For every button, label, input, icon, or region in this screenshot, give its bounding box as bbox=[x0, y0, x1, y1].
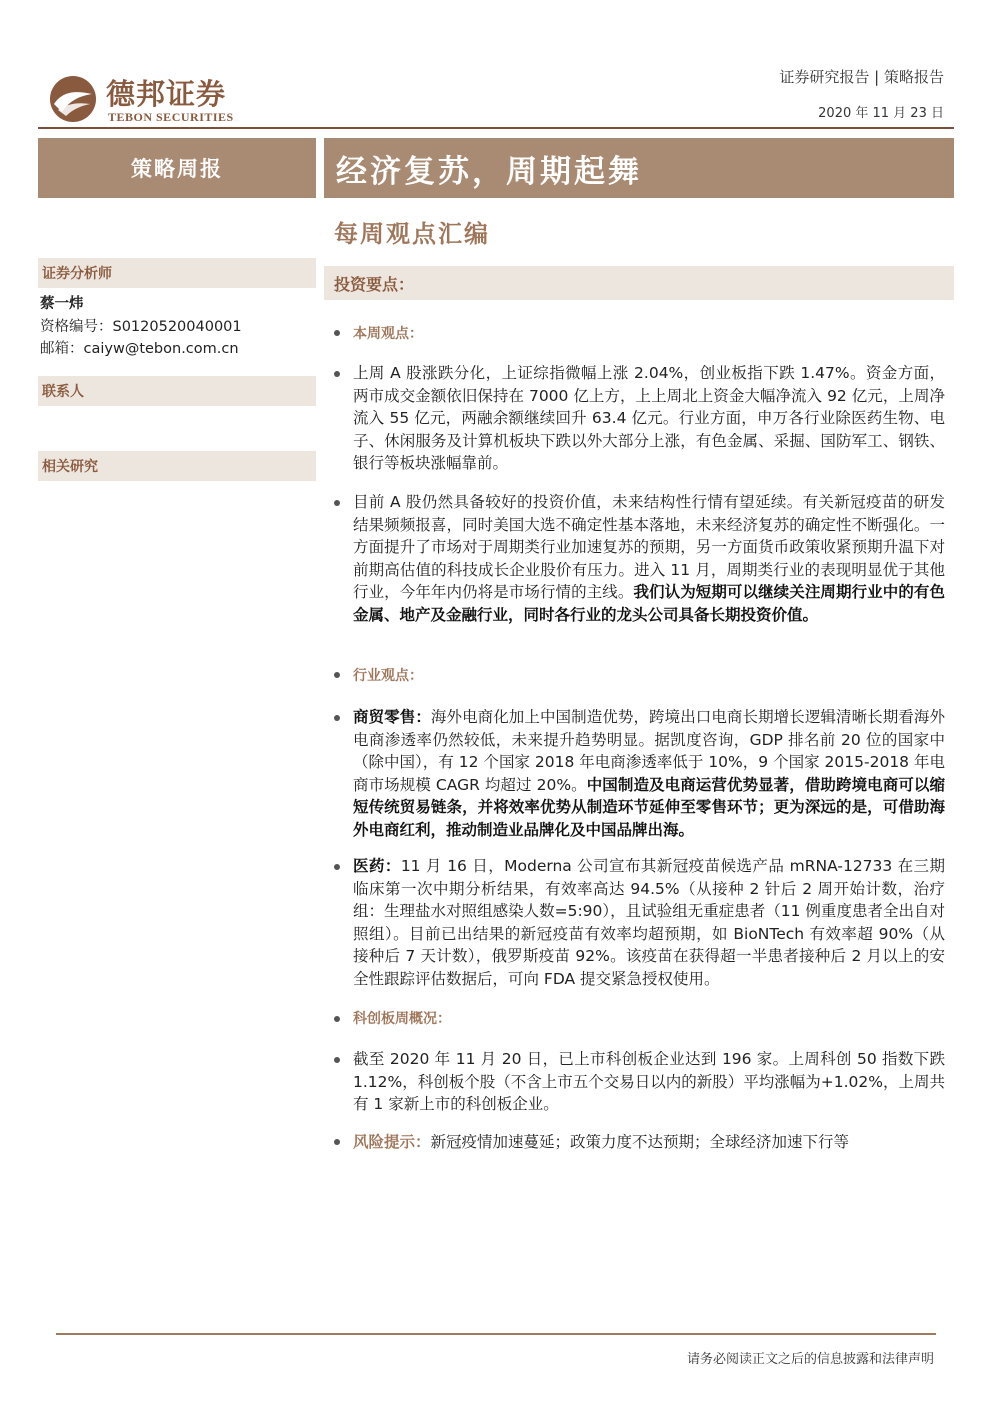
paragraph-retail bbox=[353, 706, 945, 842]
risk-warning bbox=[353, 1130, 849, 1152]
bullet-icon bbox=[334, 1016, 340, 1022]
paragraph-pharma bbox=[353, 855, 945, 991]
related-research-heading: 相关研究 bbox=[38, 451, 316, 481]
footer-divider bbox=[56, 1333, 936, 1335]
analyst-email: 邮箱：caiyw@tebon.com.cn bbox=[40, 341, 239, 357]
retail-conclusion: 中国制造及电商运营优势显著，借助跨境电商可以缩短传统贸易链条，并将效率优势从制造环节延伸至零售环节；更为深远的是，可借助海外电商红利，推动制造业品牌化及中国品牌出海。 bbox=[353, 775, 945, 839]
report-subtitle: 每周观点汇编 bbox=[334, 220, 490, 248]
bullet-icon bbox=[334, 672, 340, 678]
risk-text: 新冠疫情加速蔓延；政策力度不达预期；全球经济加速下行等 bbox=[430, 1133, 850, 1151]
footer-disclaimer: 请务必阅读正文之后的信息披露和法律声明 bbox=[686, 1352, 934, 1367]
paragraph-market-review: 上周 A 股涨跌分化，上证综指微幅上涨 2.04%，创业板指下跌 1.47%。资金方面，两市成交金额依旧保持在 7000 亿上方，上上周北上资金大幅净流入 92 亿元，上周净流入 55 亿元，两融余额继续回升 63.4 亿元。行业方面，申万各行业除医药生物、电子、休闲服务及计算机板块下跌以外大部分上涨，有色金属、采掘、国防军工、钢铁、银行等板块涨幅靠前。 bbox=[353, 364, 945, 473]
key-points-heading: 投资要点： bbox=[324, 266, 954, 300]
pharma-label: 医药： bbox=[353, 857, 401, 875]
bullet-icon bbox=[334, 500, 340, 506]
analyst-heading: 证券分析师 bbox=[38, 258, 316, 288]
report-date: 2020 年 11 月 23 日 bbox=[818, 106, 944, 121]
bullet-icon bbox=[334, 1139, 340, 1145]
bullet-icon bbox=[334, 864, 340, 870]
bullet-icon bbox=[334, 715, 340, 721]
report-type-banner: 策略周报 bbox=[38, 138, 316, 198]
header-divider bbox=[38, 127, 954, 129]
contact-heading: 联系人 bbox=[38, 376, 316, 406]
bullet-icon bbox=[334, 330, 340, 336]
outlook-text: 目前 A 股仍然具备较好的投资价值，未来结构性行情有望延续。有关新冠疫苗的研发结果频频报喜，同时美国大选不确定性基本落地，未来经济复苏的确定性不断强化。一方面提升了市场对于周期类行业加速复苏的预期，另一方面货币政策收紧预期升温下对前期高估值的科技成长企业股价有压力。进入 11 月，周期类行业的表现明显优于其他行业，今年年内仍将是市场行情的主线。 bbox=[353, 493, 945, 602]
logo-english-name: TEBON SECURITIES bbox=[108, 110, 234, 124]
analyst-name: 蔡一炜 bbox=[40, 296, 84, 312]
bullet-icon bbox=[334, 371, 340, 377]
logo-emblem-icon bbox=[48, 74, 98, 124]
pharma-text: 11 月 16 日，Moderna 公司宣布其新冠疫苗候选产品 mRNA-12733 在三期临床第一次中期分析结果，有效率高达 94.5%（从接种 2 针后 2 周开始计数，治疗组：生理盐水对照组感染人数=5:90），且试验组无重症患者（11 例重度患者全出自对照组）。目前已出结果的新冠疫苗有效率均超预期，如 BioNTech 有效率超 90%（从接种后 7 天计数），俄罗斯疫苗 92%。该疫苗在获得超一半患者接种后 2 月以上的安全性跟踪评估数据后，可向 FDA 提交紧急授权使用。 bbox=[353, 857, 945, 988]
report-title: 经济复苏，周期起舞 bbox=[324, 138, 954, 198]
company-logo bbox=[48, 72, 258, 128]
section-weekly-view: 本周观点： bbox=[353, 326, 423, 342]
retail-text: 海外电商化加上中国制造优势，跨境出口电商长期增长逻辑清晰长期看海外电商渗透率仍然较低，未来提升趋势明显。据凯度咨询，GDP 排名前 20 位的国家中（除中国），有 12 个国家 2018 年电商渗透率低于 10%，9 个国家 2015-2018 年电商市场规模 CAGR 均超过 20%。 bbox=[353, 708, 945, 794]
outlook-conclusion: 我们认为短期可以继续关注周期行业中的有色金属、地产及金融行业，同时各行业的龙头公司具备长期投资价值。 bbox=[353, 583, 945, 624]
paragraph-outlook bbox=[353, 491, 945, 627]
logo-chinese-name: 德邦证券 bbox=[106, 77, 227, 111]
bullet-icon bbox=[334, 1057, 340, 1063]
risk-label: 风险提示： bbox=[353, 1133, 431, 1151]
analyst-cert: 资格编号：S0120520040001 bbox=[40, 319, 242, 335]
retail-label: 商贸零售： bbox=[353, 708, 431, 726]
section-star-market: 科创板周概况： bbox=[353, 1011, 451, 1027]
section-industry-view: 行业观点： bbox=[353, 668, 423, 684]
report-category: 证券研究报告 | 策略报告 bbox=[779, 68, 944, 86]
paragraph-star-market: 截至 2020 年 11 月 20 日，已上市科创板企业达到 196 家。上周科创 50 指数下跌 1.12%，科创板个股（不含上市五个交易日以内的新股）平均涨幅为+1.02%，上周共有 1 家新上市的科创板企业。 bbox=[353, 1050, 945, 1114]
